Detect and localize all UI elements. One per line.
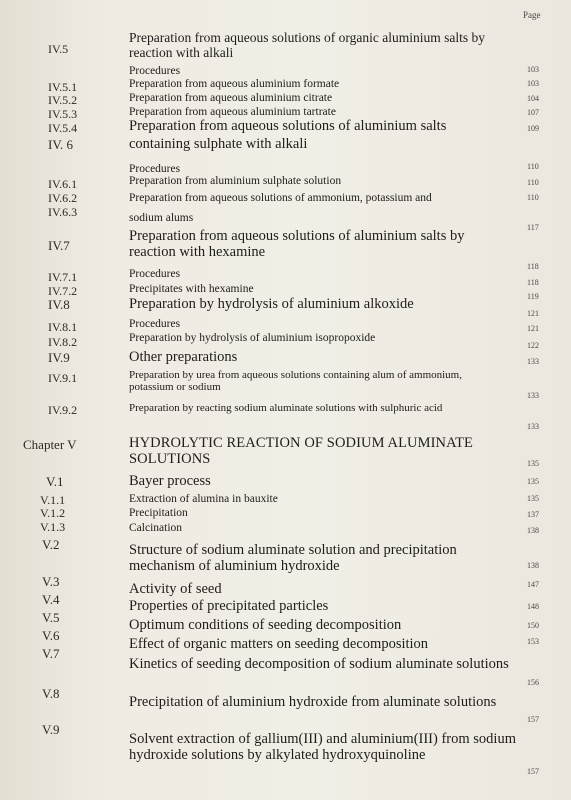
entry-number: V.2 [42,537,60,552]
entry-number: IV. 6 [48,137,74,152]
entry-number: IV.9.2 [48,403,78,417]
entry-page: 135 [527,459,539,468]
entry-number: V.3 [42,574,60,589]
entry-number: IV.6.1 [48,177,78,191]
entry-page: 107 [527,108,539,117]
entry-page: 119 [527,292,539,301]
entry-title: Procedures [129,268,181,280]
entry-number: V.1 [46,474,64,489]
entry-page: 103 [527,79,539,88]
entry-title: Preparation from aqueous aluminium formate [129,78,340,90]
entry-number: IV.7.1 [48,270,78,284]
entry-title: Optimum conditions of seeding decomposition [129,617,402,633]
entry-number: IV.6.2 [48,191,78,205]
entry-page: 157 [527,767,539,776]
entry-number: V.8 [42,686,60,701]
entry-number: IV.7.2 [48,284,78,298]
entry-number: V.5 [42,610,60,625]
entry-number: V.9 [42,722,60,737]
entry-number: V.6 [42,628,60,643]
entry-title: Preparation from aqueous solutions of aluminium salts by reaction with hexamine [129,228,465,261]
entry-number: IV.8.1 [48,320,78,334]
entry-title: Procedures [129,318,181,330]
entry-number: IV.5.1 [48,80,78,94]
entry-title: Preparation by reacting sodium aluminate solutions with sulphuric acid [129,402,443,414]
entry-page: 110 [527,178,539,187]
entry-page: 137 [527,510,539,519]
entry-title: Preparation from aqueous aluminium tartrate [129,106,336,118]
entry-title: Precipitation [129,507,188,519]
entry-title: Precipitates with hexamine [129,283,254,295]
chapter-title: HYDROLYTIC REACTION OF SODIUM ALUMINATE SOLUTIONS [129,435,473,468]
entry-page: 122 [527,341,539,350]
entry-number: IV.6.3 [48,205,78,219]
entry-title: Kinetics of seeding decomposition of sodium aluminate solutions [129,656,509,672]
entry-page: 104 [527,94,539,103]
entry-number: IV.5 [48,42,69,56]
entry-title: Structure of sodium aluminate solution and precipitation mechanism of aluminium hydroxide [129,542,457,575]
entry-page: 133 [527,357,539,366]
chapter-number: Chapter V [23,437,77,452]
entry-title: sodium alums [129,212,194,224]
entry-title: Preparation from aluminium sulphate solution [129,175,342,187]
entry-number: IV.5.3 [48,107,78,121]
entry-number: IV.9 [48,350,70,365]
entry-title: Extraction of alumina in bauxite [129,493,278,505]
entry-number: IV.5.2 [48,93,78,107]
entry-title: Preparation by urea from aqueous solutions containing alum of ammonium, potassium or sodium [129,369,462,394]
entry-page: 138 [527,561,539,570]
entry-page: 133 [527,391,539,400]
entry-page: 117 [527,223,539,232]
entry-title: Preparation from aqueous solutions of ammonium, potassium and [129,192,432,204]
entry-page: 153 [527,637,539,646]
entry-title: Preparation by hydrolysis of aluminium isopropoxide [129,332,376,344]
entry-title: Other preparations [129,349,238,365]
entry-number: V.1.2 [40,506,66,520]
entry-page: 147 [527,580,539,589]
entry-number: V.1.3 [40,520,66,534]
entry-title: Preparation from aqueous aluminium citrate [129,92,333,104]
entry-number: IV.8.2 [48,335,78,349]
entry-page: 110 [527,162,539,171]
entry-page: 103 [527,65,539,74]
entry-number: V.7 [42,646,60,661]
entry-number: IV.9.1 [48,371,78,385]
entry-page: 135 [527,477,539,486]
entry-page: 118 [527,278,539,287]
entry-page: 138 [527,526,539,535]
entry-title: Procedures [129,163,181,175]
entry-page: 110 [527,193,539,202]
page-column-header: Page [523,10,541,20]
entry-page: 157 [527,715,539,724]
entry-title: Preparation from aqueous solutions of organic aluminium salts by reaction with alkali [129,30,485,61]
entry-title: Preparation from aqueous solutions of aluminium salts [129,118,447,134]
entry-page: 121 [527,309,539,318]
entry-title: Precipitation of aluminium hydroxide from aluminate solutions [129,694,497,710]
entry-page: 133 [527,422,539,431]
entry-page: 156 [527,678,539,687]
entry-title: Preparation by hydrolysis of aluminium alkoxide [129,296,414,312]
entry-number: V.1.1 [40,493,66,507]
entry-title: Effect of organic matters on seeding decomposition [129,636,429,652]
entry-page: 150 [527,621,539,630]
entry-number: IV.8 [48,297,70,312]
entry-title: Calcination [129,522,183,534]
entry-page: 109 [527,124,539,133]
entry-number: IV.5.4 [48,121,78,135]
entry-number: IV.7 [48,238,70,253]
entry-title: containing sulphate with alkali [129,136,308,152]
entry-page: 135 [527,494,539,503]
entry-title: Procedures [129,65,181,77]
entry-title: Properties of precipitated particles [129,598,329,614]
entry-title: Solvent extraction of gallium(III) and aluminium(III) from sodium hydroxide solutions by alkylated hydroxyquinoline [129,731,516,764]
entry-page: 118 [527,262,539,271]
entry-page: 148 [527,602,539,611]
entry-number: V.4 [42,592,60,607]
entry-page: 121 [527,324,539,333]
entry-title: Bayer process [129,473,211,489]
entry-title: Activity of seed [129,581,222,597]
